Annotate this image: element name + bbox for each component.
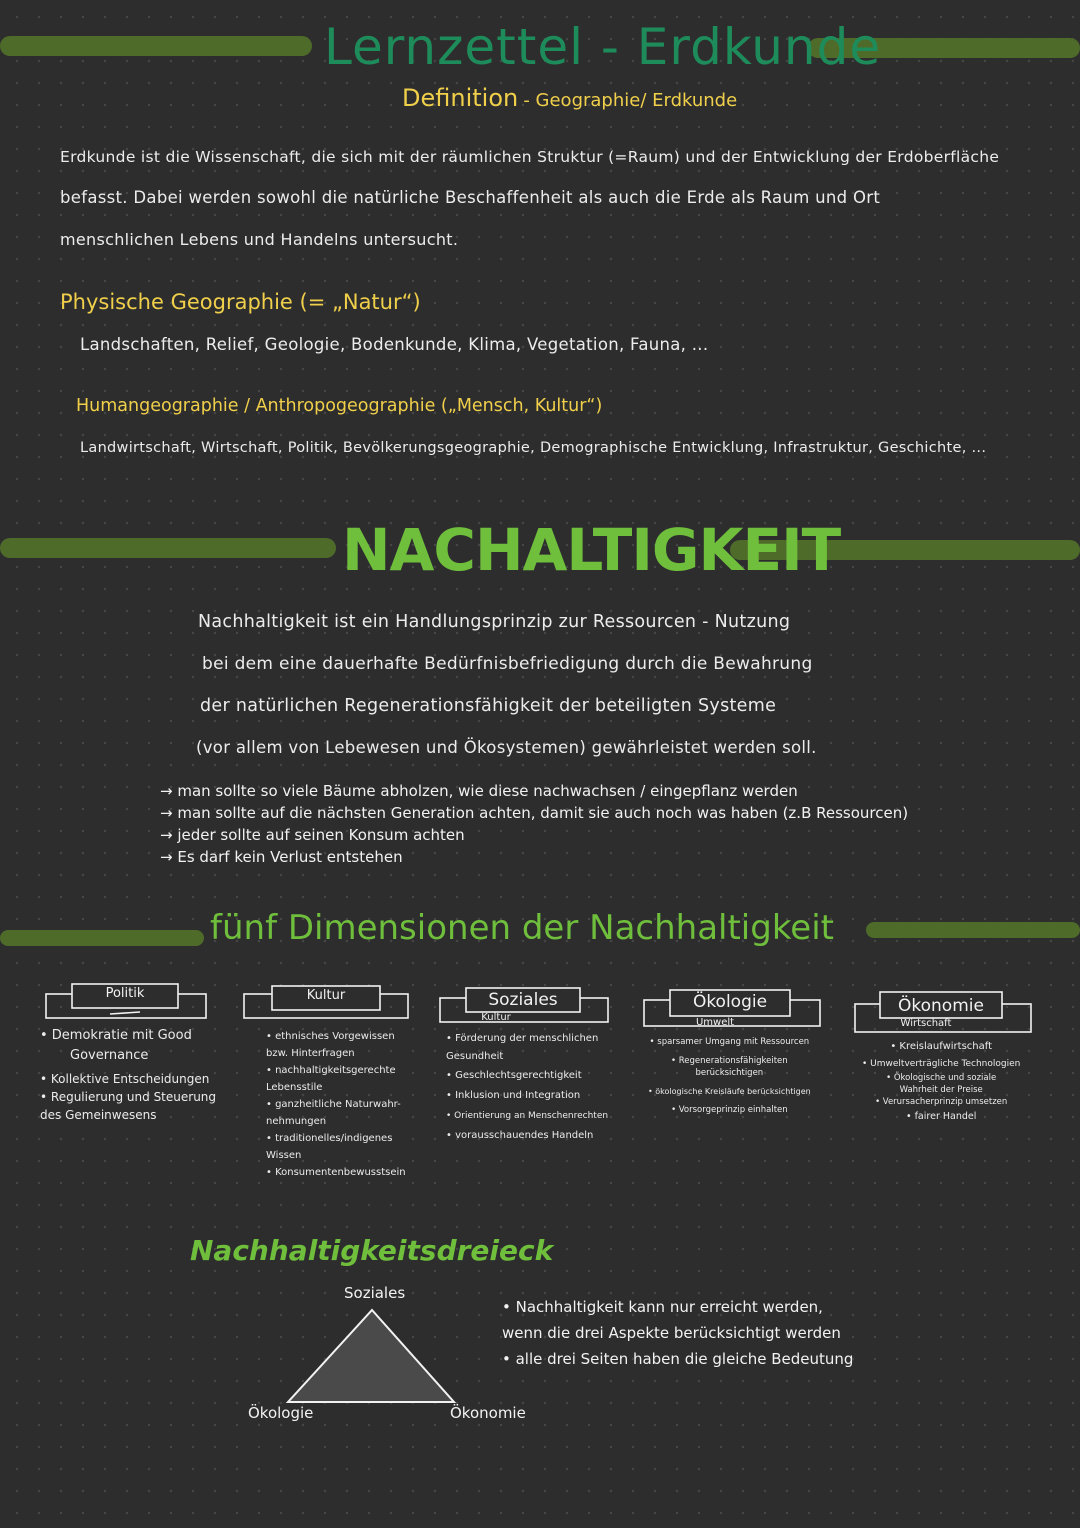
list-item: • Ökologische und soziale [886,1073,997,1083]
list-item: • Inklusion und Integration [446,1090,581,1101]
list-item: Wahrheit der Preise [899,1085,983,1095]
list-item: • traditionelles/indigenes [266,1133,393,1144]
definition-line-2: befasst. Dabei werden sowohl die natürliche Beschaffenheit als auch die Erde als Raum und Ort [60,188,881,207]
definition-line-1: Erdkunde ist die Wissenschaft, die sich mit der räumlichen Struktur (=Raum) und der Entwicklung der Erdoberfläche [60,148,1000,166]
definition-heading: Definition [402,84,519,112]
definition-heading-row [402,84,737,112]
dimensions-bar-left [0,930,204,946]
dreieck-right-label: Ökonomie [450,1404,526,1422]
header-bar-left [0,36,312,56]
list-item: bzw. Hinterfragen [266,1048,355,1059]
list-item: nehmungen [266,1116,327,1127]
list-item: • sparsamer Umgang mit Ressourcen [649,1037,810,1047]
nachhaltigkeit-line-1: Nachhaltigkeit ist ein Handlungsprinzip zur Ressourcen - Nutzung [198,612,791,632]
dimension-label-oekologie: Ökologie [692,992,768,1012]
dimension-label-oekonomie: Ökonomie [898,996,984,1016]
arrow-icon: → [160,826,178,844]
list-item: • Regenerationsfähigkeiten [671,1056,788,1066]
sustainability-triangle [282,1306,462,1406]
list-item: • Orientierung an Menschenrechten [446,1111,609,1121]
list-item: • Regulierung und Steuerung [40,1090,217,1104]
dimension-points-soziales [446,1030,608,1146]
list-item: des Gemeinwesens [40,1108,157,1122]
dreieck-bullets [502,1294,853,1372]
arrow-item: → man sollte auf die nächsten Generation achten, damit sie auch noch was haben (z.B Ressourcen) [160,804,909,822]
list-item: • Konsumentenbewusstsein [266,1167,406,1178]
human-heading: Humangeographie / Anthropogeographie („Mensch, Kultur“) [76,396,603,416]
page-title: Lernzettel - Erdkunde [324,18,882,76]
list-item: Gesundheit [446,1051,504,1062]
dimension-points-oekonomie [862,1038,1020,1125]
dimension-sublabel-oekologie: Umwelt [695,1017,735,1028]
list-item: • Kreislaufwirtschaft [890,1041,993,1052]
physische-items: Landschaften, Relief, Geologie, Bodenkunde, Klima, Vegetation, Fauna, ... [80,335,709,354]
arrow-icon: → [160,848,178,866]
list-item: • Förderung der menschlichen [446,1033,599,1044]
list-item: • Umweltverträgliche Technologien [862,1059,1021,1069]
list-item: wenn die drei Aspekte berücksichtigt werden [502,1324,841,1342]
list-item: • nachhaltigkeitsgerechte [266,1065,396,1076]
dimension-sublabel-soziales: Kultur [481,1012,511,1023]
human-items: Landwirtschaft, Wirtschaft, Politik, Bevölkerungsgeographie, Demographische Entwicklung, Infrastruktur, Geschichte, ... [80,440,987,456]
list-item: • ökologische Kreisläufe berücksichtigen [648,1087,811,1096]
dimensions-heading: fünf Dimensionen der Nachhaltigkeit [210,908,835,948]
arrow-icon: → [160,782,178,800]
list-item: • ethnisches Vorgewissen [266,1031,395,1042]
nachhaltigkeit-arrow-list [160,780,908,868]
dimension-points-politik [40,1026,216,1124]
arrow-item: → Es darf kein Verlust entstehen [160,848,403,866]
dimensions-bar-right [866,922,1080,938]
list-item: • Geschlechtsgerechtigkeit [446,1070,582,1081]
dreieck-left-label: Ökologie [248,1404,314,1422]
nachhaltigkeit-title: NACHALTIGKEIT [342,516,841,584]
dimension-points-kultur [266,1028,406,1181]
nachhaltigkeit-line-4: (vor allem von Lebewesen und Ökosystemen) gewährleistet werden soll. [196,738,817,757]
list-item: • ganzheitliche Naturwahr- [266,1099,401,1110]
list-item: • Nachhaltigkeit kann nur erreicht werden, [502,1298,823,1316]
physische-heading: Physische Geographie (= „Natur“) [60,290,421,314]
list-item: Wissen [266,1150,302,1161]
dimension-label-politik: Politik [105,986,145,1001]
dreieck-heading: Nachhaltigkeitsdreieck [190,1234,554,1267]
dimension-points-oekologie [648,1034,811,1119]
arrow-item: → man sollte so viele Bäume abholzen, wie diese nachwachsen / eingepflanz werden [160,782,798,800]
list-item: • Demokratie mit Good [40,1028,192,1043]
list-item: • alle drei Seiten haben die gleiche Bedeutung [502,1350,854,1368]
arrow-icon: → [160,804,178,822]
nachhaltigkeit-line-2: bei dem eine dauerhafte Bedürfnisbefriedigung durch die Bewahrung [202,654,813,674]
definition-subheading: - Geographie/ Erdkunde [523,90,738,111]
list-item: • Kollektive Entscheidungen [40,1072,210,1086]
list-item: Governance [70,1048,149,1063]
list-item: • vorausschauendes Handeln [446,1130,594,1141]
nachhaltigkeit-bar-left [0,538,336,558]
list-item: • fairer Handel [905,1111,977,1122]
dreieck-top-label: Soziales [344,1284,406,1302]
dimension-label-soziales: Soziales [488,990,558,1010]
arrow-item: → jeder sollte auf seinen Konsum achten [160,826,465,844]
nachhaltigkeit-line-3: der natürlichen Regenerationsfähigkeit der beteiligten Systeme [200,696,777,716]
list-item: berücksichtigen [695,1068,764,1078]
definition-line-3: menschlichen Lebens und Handelns untersucht. [60,230,459,249]
dimension-label-kultur: Kultur [306,988,346,1003]
list-item: Lebensstile [266,1082,323,1093]
list-item: • Vorsorgeprinzip einhalten [671,1105,788,1115]
list-item: • Verursacherprinzip umsetzen [875,1097,1008,1107]
dimension-sublabel-oekonomie: Wirtschaft [900,1018,952,1029]
